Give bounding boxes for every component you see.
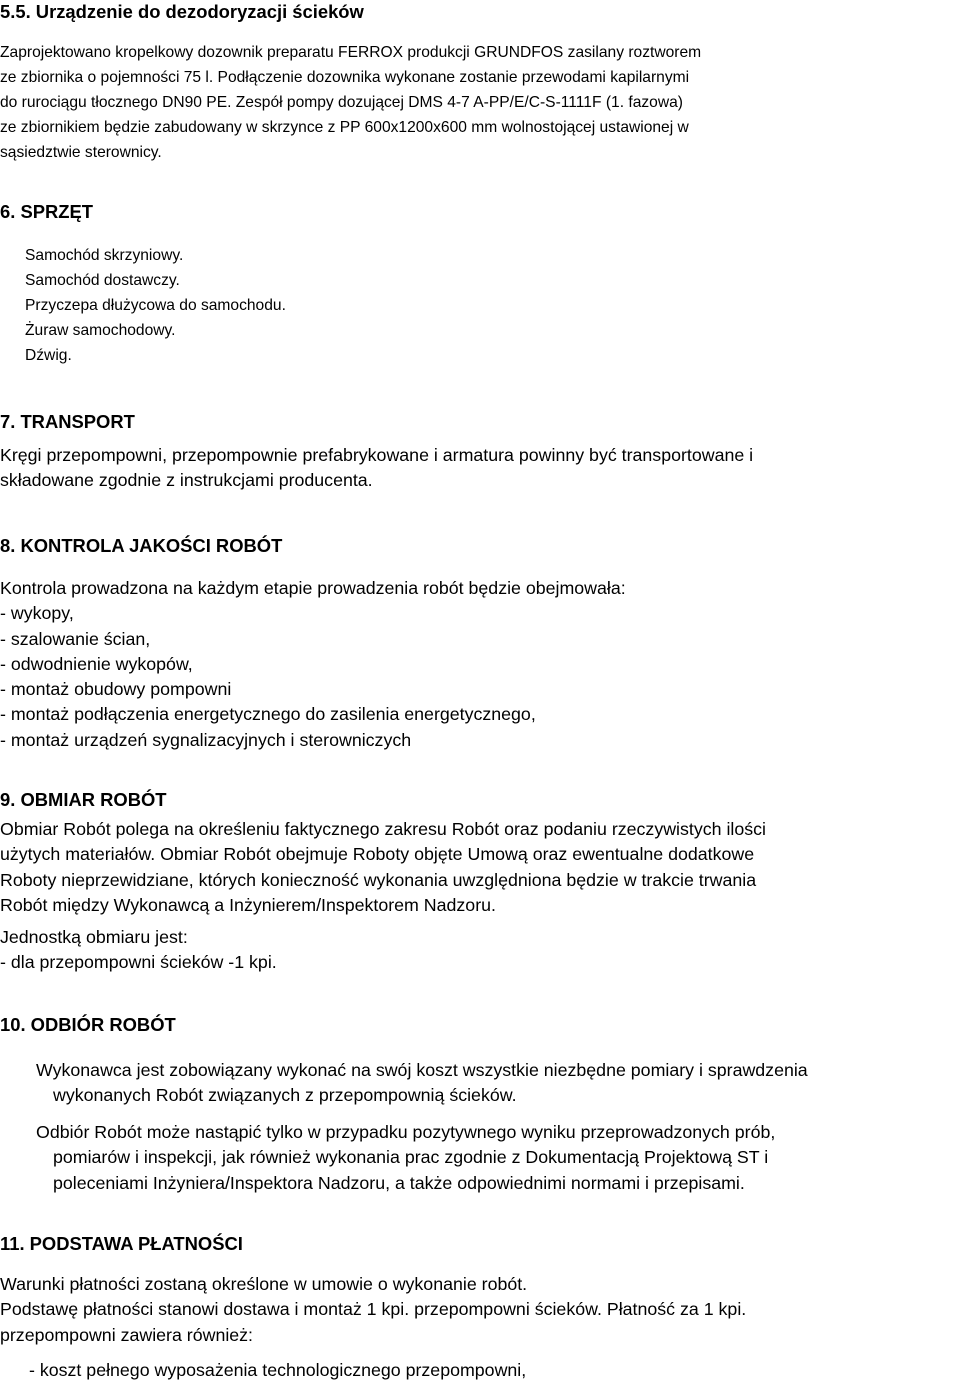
text-line: sąsiedztwie sterownicy. — [0, 144, 162, 161]
section-9-heading: 9. OBMIAR ROBÓT — [0, 789, 167, 810]
section-10-heading: 10. ODBIÓR ROBÓT — [0, 1014, 176, 1035]
section-6-heading: 6. SPRZĘT — [0, 201, 93, 222]
section-11-list-item: - koszt pełnego wyposażenia technologicznego przepompowni, — [29, 1360, 527, 1380]
list-item: Samochód dostawczy. — [25, 272, 180, 289]
list-item: - odwodnienie wykopów, — [0, 653, 193, 674]
text-line: poleceniami Inżyniera/Inspektora Nadzoru, a także odpowiednimi normami i przepisami. — [53, 1172, 745, 1193]
text-line: Roboty nieprzewidziane, których konieczność wykonania uwzględniona będzie w trakcie trwania — [0, 869, 757, 890]
text-line: wykonanych Robót związanych z przepompownią ścieków. — [53, 1085, 517, 1106]
list-item: Przyczepa dłużycowa do samochodu. — [25, 297, 286, 314]
list-item: - montaż obudowy pompowni — [0, 679, 232, 700]
section-7-heading: 7. TRANSPORT — [0, 411, 135, 432]
text-line: Kręgi przepompowni, przepompownie prefabrykowane i armatura powinny być transportowane i — [0, 445, 754, 465]
section-9-paragraph-2 — [0, 925, 958, 976]
text-line: przepompowni zawiera również: — [0, 1324, 254, 1345]
section-7-body — [0, 443, 958, 494]
list-item: Dźwig. — [25, 347, 72, 364]
section-8-body — [0, 576, 958, 753]
text-line: użytych materiałów. Obmiar Robót obejmuje Roboty objęte Umową oraz ewentualne dodatkowe — [0, 844, 755, 865]
section-8-heading: 8. KONTROLA JAKOŚCI ROBÓT — [0, 535, 283, 556]
text-line: Jednostką obmiaru jest: — [0, 927, 188, 947]
section-10-paragraph-2 — [36, 1120, 958, 1196]
list-item: - montaż urządzeń sygnalizacyjnych i sterowniczych — [0, 729, 412, 750]
equipment-list — [25, 243, 960, 368]
section-5-5-body — [0, 40, 958, 165]
text-line: Podstawę płatności stanowi dostawa i montaż 1 kpi. przepompowni ścieków. Płatność za 1 kpi. — [0, 1299, 747, 1320]
text-line: ze zbiornikiem będzie zabudowany w skrzynce z PP 600x1200x600 mm wolnostojącej ustawionej w — [0, 119, 689, 136]
section-9-paragraph-1 — [0, 817, 958, 918]
section-11-body — [0, 1272, 958, 1348]
text-line: składowane zgodnie z instrukcjami producenta. — [0, 470, 373, 491]
list-item: - wykopy, — [0, 603, 74, 624]
list-item: - dla przepompowni ścieków -1 kpi. — [0, 952, 277, 973]
list-item: - montaż podłączenia energetycznego do zasilenia energetycznego, — [0, 704, 536, 725]
text-line: Robót między Wykonawcą a Inżynierem/Inspektorem Nadzoru. — [0, 894, 496, 915]
list-item: - szalowanie ścian, — [0, 628, 151, 649]
text-line: ze zbiornika o pojemności 75 l. Podłączenie dozownika wykonane zostanie przewodami kapilarnymi — [0, 69, 690, 86]
list-item: Żuraw samochodowy. — [25, 322, 176, 339]
text-line: Odbiór Robót może nastąpić tylko w przypadku pozytywnego wyniku przeprowadzonych prób, — [36, 1122, 776, 1142]
text-line: Kontrola prowadzona na każdym etapie prowadzenia robót będzie obejmowała: — [0, 578, 626, 598]
text-line: Zaprojektowano kropelkowy dozownik preparatu FERROX produkcji GRUNDFOS zasilany roztworem — [0, 44, 702, 61]
section-10-paragraph-1 — [36, 1058, 958, 1109]
section-11-heading: 11. PODSTAWA PŁATNOŚCI — [0, 1233, 243, 1254]
list-item: Samochód skrzyniowy. — [25, 247, 184, 264]
section-5-5-heading: 5.5. Urządzenie do dezodoryzacji ścieków — [0, 1, 364, 22]
text-line: Warunki płatności zostaną określone w umowie o wykonanie robót. — [0, 1274, 528, 1294]
text-line: do rurociągu tłocznego DN90 PE. Zespół pompy dozującej DMS 4-7 A-PP/E/C-S-1111F (1. fazowa) — [0, 94, 683, 111]
text-line: pomiarów i inspekcji, jak również wykonania prac zgodnie z Dokumentacją Projektową ST i — [53, 1147, 769, 1168]
text-line: Obmiar Robót polega na określeniu faktycznego zakresu Robót oraz podaniu rzeczywistych ilości — [0, 819, 766, 839]
text-line: Wykonawca jest zobowiązany wykonać na swój koszt wszystkie niezbędne pomiary i sprawdzenia — [36, 1060, 808, 1080]
